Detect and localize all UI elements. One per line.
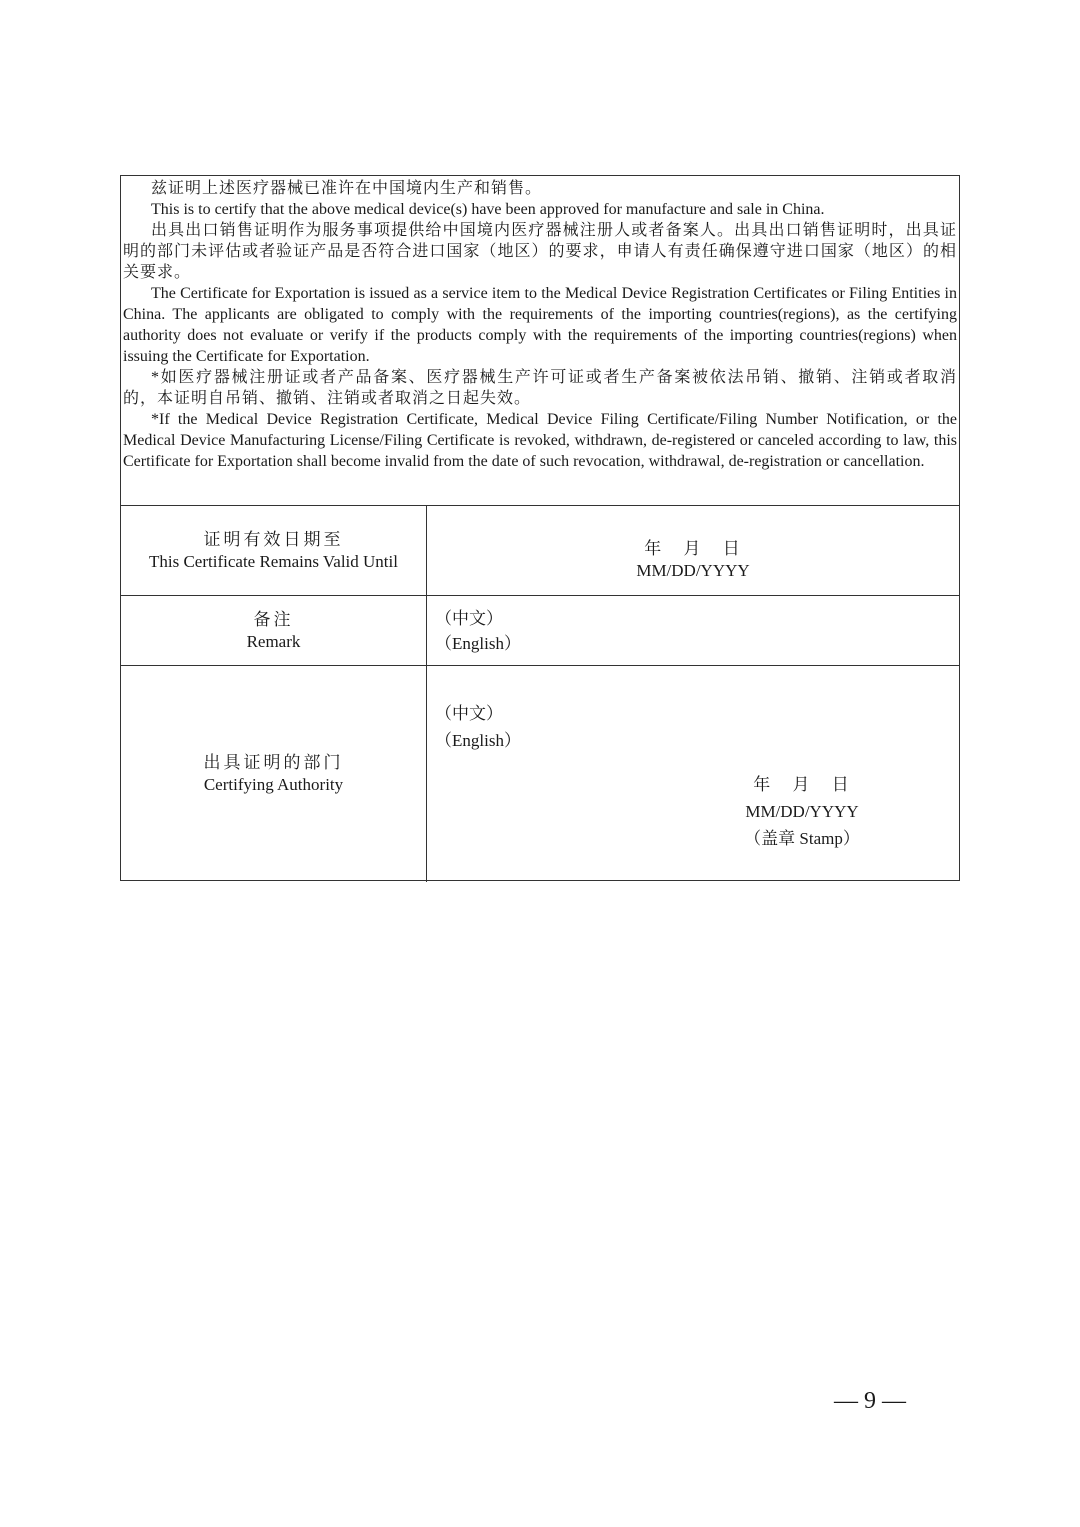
service-statement-zh: 出具出口销售证明作为服务事项提供给中国境内医疗器械注册人或者备案人。出具出口销售证明时，出具证明的部门未评估或者验证产品是否符合进口国家（地区）的要求，申请人有责任确保遵守进口国家（地区）的相关要求。 <box>123 222 957 281</box>
valid-until-value-cell[interactable] <box>427 506 959 595</box>
valid-until-date-zh: 年 月 日 <box>644 539 742 558</box>
authority-date-zh: 年 月 日 <box>753 775 851 794</box>
remark-value-cell[interactable] <box>427 596 959 665</box>
valid-until-label-en: This Certificate Remains Valid Until <box>149 551 398 571</box>
authority-stamp: （盖章 Stamp） <box>744 829 860 848</box>
certify-statement-en: This is to certify that the above medical device(s) have been approved for manufacture and sale in China. <box>151 201 825 218</box>
valid-until-label-cell <box>121 506 427 595</box>
remark-label-zh: 备注 <box>253 609 294 629</box>
authority-date-block <box>727 771 877 852</box>
remark-row <box>121 596 959 666</box>
remark-value-zh: （中文） <box>435 609 503 628</box>
certifying-authority-row <box>121 666 959 882</box>
authority-value-en: （English） <box>435 731 521 750</box>
authority-label-cell <box>121 666 427 882</box>
certificate-form <box>120 175 960 881</box>
remark-label-en: Remark <box>246 631 301 651</box>
authority-value-zh: （中文） <box>435 704 503 723</box>
authority-value-cell[interactable] <box>427 666 959 882</box>
certify-statement-zh: 兹证明上述医疗器械已准许在中国境内生产和销售。 <box>151 180 543 197</box>
certification-statement <box>121 176 959 506</box>
valid-until-date-en: MM/DD/YYYY <box>636 561 750 580</box>
authority-date-en: MM/DD/YYYY <box>745 802 859 821</box>
revocation-statement-zh: *如医疗器械注册证或者产品备案、医疗器械生产许可证或者生产备案被依法吊销、撤销、注销或者取消的，本证明自吊销、撤销、注销或者取消之日起失效。 <box>123 369 957 407</box>
valid-until-row <box>121 506 959 596</box>
authority-label-zh: 出具证明的部门 <box>203 753 344 772</box>
revocation-statement-en: *If the Medical Device Registration Certificate, Medical Device Filing Certificate/Filing Number Notification, or the Medical Device Manufacturing License/Filing Certificate is revoked, withdrawn, de-registered or canceled according to law, this Certificate for Exportation shall become invalid from the date of such revocation, withdrawal, de-registration or cancellation. <box>123 411 957 470</box>
valid-until-label-zh: 证明有效日期至 <box>203 529 344 549</box>
authority-label-en: Certifying Authority <box>203 775 344 794</box>
remark-value-en: （English） <box>435 634 521 653</box>
service-statement-en: The Certificate for Exportation is issued as a service item to the Medical Device Registration Certificates or Filing Entities in China. The applicants are obligated to comply with the requirements of the importing countries(regions), as the certifying authority does not evaluate or verify if the products comply with the requirements of the importing countries(regions) when issuing the Certificate for Exportation. <box>123 285 957 365</box>
remark-label-cell <box>121 596 427 665</box>
page-number: — 9 — <box>834 1388 906 1414</box>
